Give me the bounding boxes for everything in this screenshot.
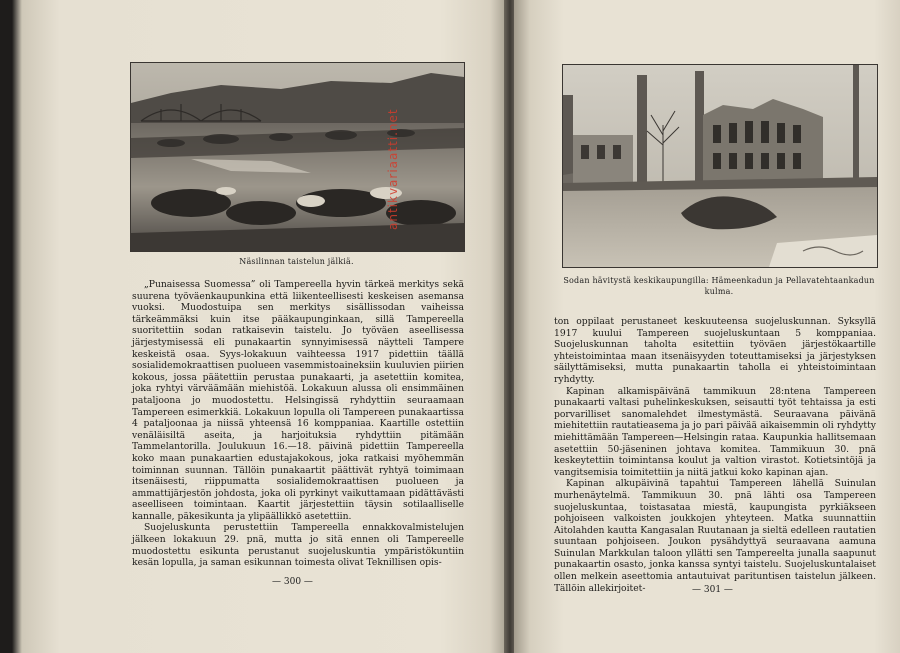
ruins-photo-image — [563, 65, 877, 267]
battle-photo — [130, 62, 465, 252]
paragraph: „Punaisessa Suomessa” oli Tampereella hyvin tärkeä merkitys sekä suurena työväenkaupunkina että liikenteellisesti keskeisen asemansa vuoksi. Muodostuipa sen merkitys sisällissodan vaiheissa tärkeämmäksi kuin itse pääkaupunginkaan, sillä Tampereella suoritettiin sodan ratkaisevin taistelu. Jo työväen aseellisessa järjestymisessä eli punakaartin synnyimisessä näytteli Tampere keskeistä osaa. Syys-lokakuun vaihteessa 1917 pidettiin täällä sosialidemokraattisen puolueen vasemmistoaineksiin kuuluvien piirien kokous, jossa päätettiin perustaa punakaarti, ja asetettiin komitea, joka ryhtyi värväämään miehistöä. Lokakuun alussa oli ensimmäinen pataljoona jo muodostettu. Helsingissä ryhdyttiin seuraamaan Tampereen esimerkkiä. Lokakuun lopulla oli Tampereen punakaartissa 4 pataljoonaa ja niissä yhteensä 16 komppaniaa. Kaartille ostettiin venäläisiltä aseita, ja harjoituksia ryhdyttiin pitämään Tammelantorilla. Joulukuun 16.—18. päivinä pidettiin Tampereella koko maan punakaartien edustajakokous, joka ratkaisi myöhemmän toiminnan suunnan. Tällöin punakaartit päättivät ryhtyä toimimaan itsenäisesti, riippumatta sosialidemokraattisen puolueen ja ammattijärjestön johdosta, joka oli pyrkinyt vaikuttamaan pidättävästi aseelliseen toimintaan. Kaartit järjestettiin täysin sotilaalliselle kannalle, päkesikunta ja ylipäällikkö asetettiin. — [132, 279, 464, 522]
right-page — [514, 0, 900, 653]
watermark-text: antikvariaatti.net — [386, 108, 400, 230]
paragraph: ton oppilaat perustaneet keskuuteensa suojeluskunnan. Syksyllä 1917 kuului Tampereen suojeluskuntaan 5 komppaniaa. Suojeluskunnan taholta esitettiin työväen järjestökaartille yhteistoimintaa maan itsenäisyyden toteuttamiseksi ja järjestyksen säilyttämiseksi, mutta punakaartin taholla ei yhteistoimintaan ryhdytty. — [554, 316, 876, 385]
page-number-left: — 300 — — [272, 577, 313, 587]
battle-photo-image — [131, 63, 464, 251]
page-number-right: — 301 — — [692, 585, 733, 595]
paragraph: Kapinan alkupäivinä tapahtui Tampereen lähellä Suinulan murhenäytelmä. Tammikuun 30. pnä lähti osa Tampereen suojeluskuntaa, toistasataa miestä, kaupungista pyrkiäkseen pohjoiseen valkoisten joukkojen yhteyteen. Matka suunnattiin Aitolahden kautta Kangasalan Ruutanaan ja sieltä edelleen rautatien suuntaan pohjoiseen. Joukon pysähdyttyä seuraavana aamuna Suinulan Markkulan taloon yllätti sen Tampereelta junalla saapunut punakaartin osasto, jonka kanssa syntyi taistelu. Suojeluskuntalaiset ollen melkein aseettomia antautuivat parituntisen taistelun jälkeen. Tällöin allekirjoitet- — [554, 478, 876, 594]
right-page-text — [554, 316, 876, 594]
left-page-text — [132, 279, 464, 569]
left-photo-caption: Näsilinnan taistelun jälkiä. — [239, 257, 354, 266]
paragraph: Kapinan alkamispäivänä tammikuun 28:ntena Tampereen punakaarti valtasi puhelinkeskuksen, seisautti työt tehtaissa ja esti porvarilliset sanomalehdet ilmestymästä. Seuraavana päivänä miehitettiin rautatieasema ja jo pari päivää aikaisemmin oli ryhdytty miehittämään Tampereen—Helsingin rataa. Kaupunkia hallitsemaan asetettiin 50-jäseninen johtava komitea. Tammikuun 30. pnä keskeytettiin toimintansa koulut ja valtion virastot. Kotietsintöjä ja vangitsemisia toimitettiin ja niitä jatkui koko kapinan ajan. — [554, 385, 876, 478]
paragraph: Suojeluskunta perustettiin Tampereella ennakkovalmistelujen jälkeen lokakuun 29. pnä, mutta jo sitä ennen oli Tampereelle muodostettu esikunta perustanut suojeluskuntia ympäristökuntiin kesän lopulla, ja saman esikunnan toimesta olivat Teknillisen opis- — [132, 522, 464, 569]
right-photo-caption: Sodan hävitystä keskikaupungilla: Hämeenkadun ja Pellavatehtaankadun kulma. — [563, 276, 875, 296]
ruins-photo — [562, 64, 878, 268]
